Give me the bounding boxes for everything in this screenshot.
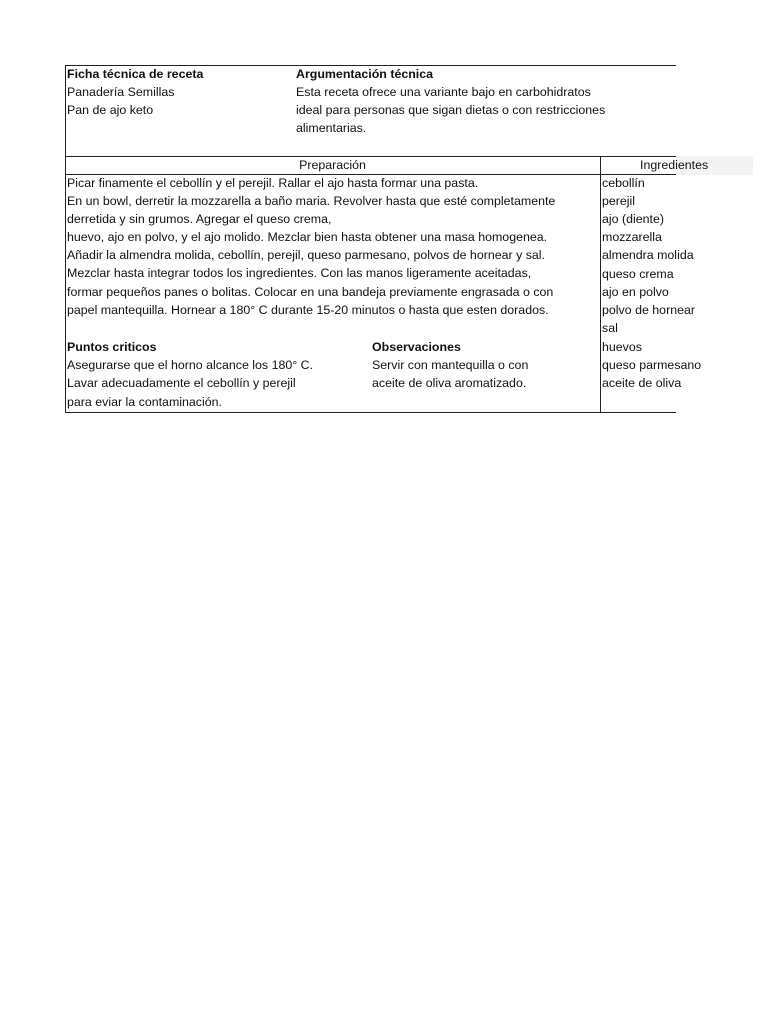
preparation-line: Picar finamente el cebollín y el perejil. Rallar el ajo hasta formar una pasta.: [67, 176, 479, 190]
preparation-line: derretida y sin grumos. Agregar el queso crema,: [67, 212, 332, 226]
argument-line: ideal para personas que sigan dietas o con restricciones: [296, 103, 606, 117]
argument-line: Esta receta ofrece una variante bajo en carbohidratos: [296, 85, 591, 99]
observation-line: Servir con mantequilla o con: [372, 358, 529, 372]
left-border: [65, 65, 66, 413]
observations-heading: Observaciones: [372, 340, 461, 354]
ingredient-item: almendra molida: [602, 248, 694, 262]
ingredients-list: [600, 174, 702, 414]
critical-point-line: para eviar la contaminación.: [67, 395, 222, 409]
preparation-heading: Preparación: [299, 158, 366, 172]
argument-line: alimentarias.: [296, 121, 367, 135]
ingredient-item: queso parmesano: [602, 358, 702, 372]
ingredient-item: sal: [602, 321, 618, 335]
preparation-line: En un bowl, derretir la mozzarella a baño maria. Revolver hasta que esté completamente: [67, 194, 556, 208]
critical-points-heading: Puntos criticos: [67, 340, 157, 354]
ingredient-item: polvo de hornear: [602, 303, 695, 317]
company-name: Panadería Semillas: [67, 85, 175, 99]
ingredients-heading-cell: [600, 156, 709, 174]
preparation-line: Añadir la almendra molida, cebollín, perejil, queso parmesano, polvos de hornear y sal.: [67, 248, 545, 262]
preparation-line: Mezclar hasta integrar todos los ingredientes. Con las manos ligeramente aceitadas,: [67, 266, 532, 280]
argument-title: Argumentación técnica: [296, 67, 434, 81]
ingredient-item: mozzarella: [602, 230, 662, 244]
sheet-title: Ficha técnica de receta: [67, 67, 204, 81]
ingredient-item: ajo (diente): [602, 212, 664, 226]
critical-point-line: Lavar adecuadamente el cebollín y perejil: [67, 376, 296, 390]
preparation-line: papel mantequilla. Hornear a 180° C durante 15-20 minutos o hasta que esten dorados.: [67, 303, 549, 317]
bottom-border: [65, 412, 676, 413]
ingredient-item: queso crema: [602, 267, 674, 281]
ingredient-item: aceite de oliva: [602, 376, 682, 390]
preparation-line: formar pequeños panes o bolitas. Colocar en una bandeja previamente engrasada o con: [67, 285, 554, 299]
ingredient-item: ajo en polvo: [602, 285, 669, 299]
ingredient-item: perejil: [602, 194, 636, 208]
ingredients-heading: Ingredientes: [640, 158, 709, 172]
recipe-name: Pan de ajo keto: [67, 103, 154, 117]
observation-line: aceite de oliva aromatizado.: [372, 376, 527, 390]
critical-point-line: Asegurarse que el horno alcance los 180° C.: [67, 358, 314, 372]
preparation-line: huevo, ajo en polvo, y el ajo molido. Mezclar bien hasta obtener una masa homogenea.: [67, 230, 548, 244]
ingredient-item: cebollín: [602, 176, 645, 190]
ingredient-item: huevos: [602, 340, 642, 354]
